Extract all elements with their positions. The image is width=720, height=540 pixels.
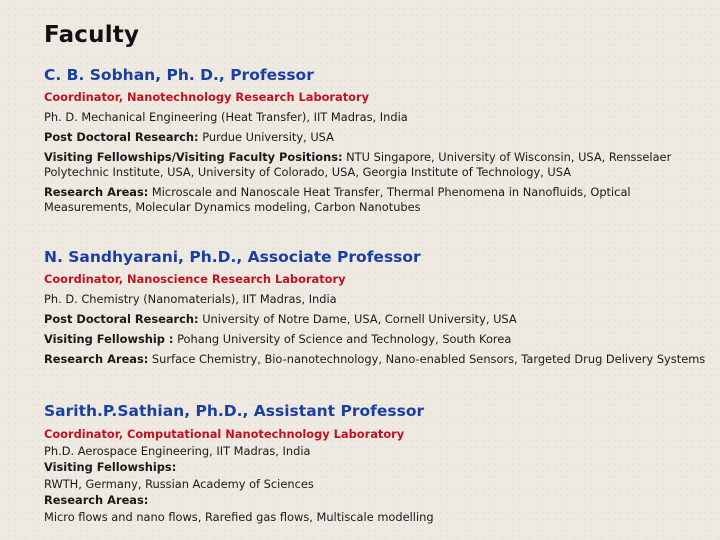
page-title: Faculty [44, 22, 140, 48]
visiting-line [44, 332, 714, 347]
research-label: Research Areas: [44, 352, 149, 366]
postdoc-line [44, 312, 714, 327]
degree-text: Ph.D. Aerospace Engineering, IIT Madras, India [44, 443, 311, 458]
degree-text: Ph. D. Chemistry (Nanomaterials), IIT Madras, India [44, 292, 337, 306]
degree-text: Ph. D. Mechanical Engineering (Heat Transfer), IIT Madras, India [44, 110, 408, 124]
faculty-entry [44, 402, 714, 525]
visiting-label: Visiting Fellowships/Visiting Faculty Positions: [44, 150, 343, 164]
postdoc-value: University of Notre Dame, USA, Cornell University, USA [198, 312, 517, 326]
faculty-name: C. B. Sobhan, Ph. D., Professor [44, 66, 314, 84]
visiting-value: RWTH, Germany, Russian Academy of Sciences [44, 476, 314, 491]
research-value: Surface Chemistry, Bio-nanotechnology, Nano-enabled Sensors, Targeted Drug Delivery Systems [148, 352, 706, 366]
postdoc-label: Post Doctoral Research: [44, 130, 199, 144]
visiting-label: Visiting Fellowships: [44, 460, 177, 474]
faculty-entry [44, 66, 714, 215]
postdoc-label: Post Doctoral Research: [44, 312, 199, 326]
visiting-line [44, 150, 714, 180]
research-label: Research Areas: [44, 493, 149, 507]
research-value: Microscale and Nanoscale Heat Transfer, Thermal Phenomena in Nanofluids, Optical Measurements, Molecular Dynamics modeling, Carbon Nanotubes [44, 185, 631, 214]
coordinator-role: Coordinator, Nanotechnology Research Laboratory [44, 90, 370, 104]
visiting-label: Visiting Fellowship : [44, 332, 174, 346]
postdoc-value: Purdue University, USA [198, 130, 334, 144]
faculty-entry [44, 248, 714, 367]
research-line [44, 352, 714, 367]
research-value: Micro flows and nano flows, Rarefied gas flows, Multiscale modelling [44, 509, 434, 524]
visiting-value: Pohang University of Science and Technology, South Korea [173, 332, 512, 346]
coordinator-role: Coordinator, Nanoscience Research Laboratory [44, 272, 346, 286]
coordinator-role: Coordinator, Computational Nanotechnology Laboratory [44, 427, 405, 441]
visiting-value: NTU Singapore, University of Wisconsin, USA, Rensselaer Polytechnic Institute, USA, University of Colorado, USA, Georgia Institute of Technology, USA [44, 150, 672, 179]
faculty-name: Sarith.P.Sathian, Ph.D., Assistant Professor [44, 402, 425, 420]
faculty-name: N. Sandhyarani, Ph.D., Associate Professor [44, 248, 421, 266]
research-line [44, 185, 714, 215]
postdoc-line [44, 130, 714, 145]
research-label: Research Areas: [44, 185, 149, 199]
